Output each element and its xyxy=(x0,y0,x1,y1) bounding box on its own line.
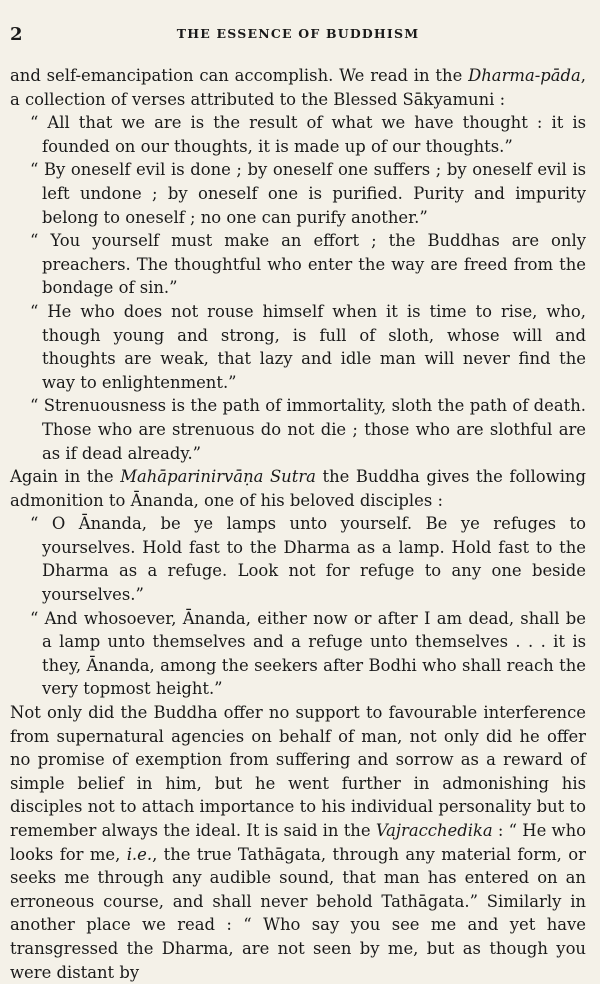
quotation xyxy=(10,394,586,465)
text-run: “ He who does not rouse himself when it is time to rise, who, though young and strong, is full of sloth, whose will and thoughts are weak, that lazy and idle man will never find the way to enlightenment.” xyxy=(30,301,586,392)
text-run: “ O Ānanda, be ye lamps unto yourself. Be ye refuges to yourselves. Hold fast to the Dharma as a lamp. Hold fast to the Dharma as a refuge. Look not for refuge to any one beside yourselves.” xyxy=(30,514,586,605)
italic-text: Dharma-pāda xyxy=(468,66,581,85)
page-number: 2 xyxy=(10,24,23,45)
quotation xyxy=(10,229,586,300)
text-run: “ By oneself evil is done ; by oneself one suffers ; by oneself evil is left undone ; by oneself one is purified. Purity and impurity belong to oneself ; no one can purify another.” xyxy=(30,160,586,227)
text-run: “ You yourself must make an effort ; the Buddhas are only preachers. The thoughtful who enter the way are freed from the bondage of sin.” xyxy=(30,231,586,298)
quotation xyxy=(10,111,586,158)
text-run: Again in the xyxy=(10,467,121,487)
quotation xyxy=(10,158,586,229)
paragraph xyxy=(10,64,586,111)
text-run: , a collection of verses attributed to the Blessed Sākyamuni : xyxy=(10,66,586,109)
italic-text: Vajracchedika xyxy=(375,821,493,840)
quotation xyxy=(10,300,586,394)
text-run: : “ He who looks for me, xyxy=(10,821,586,864)
paragraph xyxy=(10,701,586,984)
quotation xyxy=(10,512,586,606)
text-run: “ Strenuousness is the path of immortality, sloth the path of death. Those who are strenuous do not die ; those who are slothful are as if dead already.” xyxy=(30,396,586,463)
running-head: THE ESSENCE OF BUDDHISM xyxy=(176,26,420,41)
text-run: , the true Tathāgata, through any material form, or seeks me through any audible sound, that man has entered on an erroneous course, and shall never behold Tathāgata.” Similarly in another place we read : “ Who say you see me and yet have transgressed the Dharma, are not seen by me, but as though you were distant by xyxy=(10,844,586,982)
text-run: the Buddha gives the following admonition to Ānanda, one of his beloved disciples : xyxy=(10,467,586,510)
text-run: “ And whosoever, Ānanda, either now or after I am dead, shall be a lamp unto themselves and a refuge unto themselves . . . it is they, Ānanda, among the seekers after Bodhi who shall reach the very topmost height.” xyxy=(30,608,586,699)
italic-text: Mahāparinirvāṇa Sutra xyxy=(120,467,316,487)
text-run: “ All that we are is the result of what we have thought : it is founded on our thoughts, it is made up of our thoughts.” xyxy=(30,113,586,156)
page-header xyxy=(10,24,586,54)
text-run: and self-emancipation can accomplish. We read in the xyxy=(10,66,469,85)
text-run: Not only did the Buddha offer no support to favourable interference from supernatural agencies on behalf of man, not only did he offer no promise of exemption from suffering and sorrow as a reward of simple belief in him, but he went further in admonishing his disciples not to attach importance to his individual personality but to remember always the ideal. It is said in the xyxy=(10,703,586,840)
body-text xyxy=(10,64,586,984)
quotation xyxy=(10,607,586,701)
italic-text: i.e. xyxy=(126,844,153,864)
paragraph xyxy=(10,465,586,512)
